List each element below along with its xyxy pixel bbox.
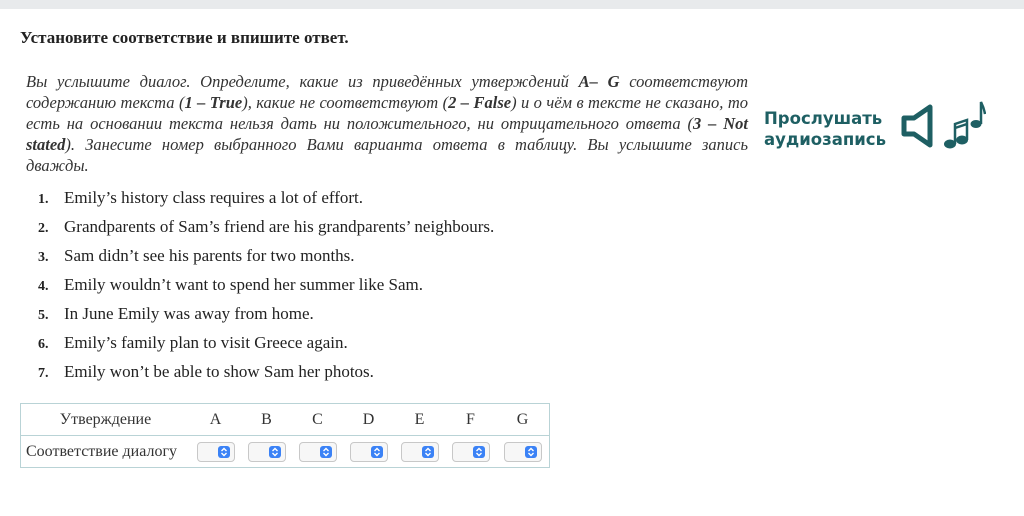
- column-header-f: F: [445, 404, 496, 436]
- list-item: 6. Emily’s family plan to visit Greece again.: [38, 333, 348, 352]
- column-header-c: C: [292, 404, 343, 436]
- answer-select-b[interactable]: [248, 442, 286, 462]
- chevron-updown-icon[interactable]: [371, 446, 383, 458]
- chevron-updown-icon[interactable]: [320, 446, 332, 458]
- chevron-updown-icon[interactable]: [473, 446, 485, 458]
- top-strip: [0, 0, 1024, 9]
- answer-select-g[interactable]: [504, 442, 542, 462]
- task-title: Установите соответствие и впишите ответ.: [20, 28, 349, 47]
- list-item: 1. Emily’s history class requires a lot of effort.: [38, 188, 364, 207]
- list-item: 7. Emily won’t be able to show Sam her photos.: [38, 362, 374, 381]
- answer-select-e[interactable]: [401, 442, 439, 462]
- column-header-d: D: [343, 404, 394, 436]
- header-label: Утверждение: [21, 404, 191, 436]
- list-item: 5. In June Emily was away from home.: [38, 304, 314, 323]
- play-audio-label[interactable]: Прослушать аудиозапись: [764, 108, 887, 149]
- chevron-updown-icon[interactable]: [422, 446, 434, 458]
- column-header-e: E: [394, 404, 445, 436]
- answer-select-a[interactable]: [197, 442, 235, 462]
- chevron-updown-icon[interactable]: [525, 446, 537, 458]
- answer-select-f[interactable]: [452, 442, 490, 462]
- list-item: 2. Grandparents of Sam’s friend are his grandparents’ neighbours.: [38, 217, 495, 236]
- statements-list: [38, 188, 494, 391]
- answer-select-c[interactable]: [299, 442, 337, 462]
- row-label: Соответствие диалогу: [26, 442, 178, 460]
- column-header-g: G: [496, 404, 550, 436]
- music-notes-icon: [940, 100, 986, 157]
- speaker-icon[interactable]: [900, 104, 940, 153]
- column-header-a: A: [190, 404, 241, 436]
- column-header-b: B: [241, 404, 292, 436]
- chevron-updown-icon[interactable]: [218, 446, 230, 458]
- instruction-text: Вы услышите диалог. Определите, какие из приведённых утверждений A– G соответствуют содержанию текста (1 – True), какие не соответствуют (2 – False) и о чём в тексте не сказано, то есть на основании текста нельзя дать ни положительного, ни отрицательного ответа (3 – Not stated). Занесите номер выбранного Вами варианта ответа в таблицу. Вы услышите запись дважды.: [26, 72, 749, 175]
- answer-row: [21, 436, 550, 468]
- chevron-updown-icon[interactable]: [269, 446, 281, 458]
- list-item: 3. Sam didn’t see his parents for two months.: [38, 246, 355, 265]
- answer-table: [20, 403, 550, 468]
- list-item: 4. Emily wouldn’t want to spend her summer like Sam.: [38, 275, 424, 294]
- table-header-row: [21, 404, 550, 436]
- play-audio-button[interactable]: [764, 100, 986, 157]
- answer-select-d[interactable]: [350, 442, 388, 462]
